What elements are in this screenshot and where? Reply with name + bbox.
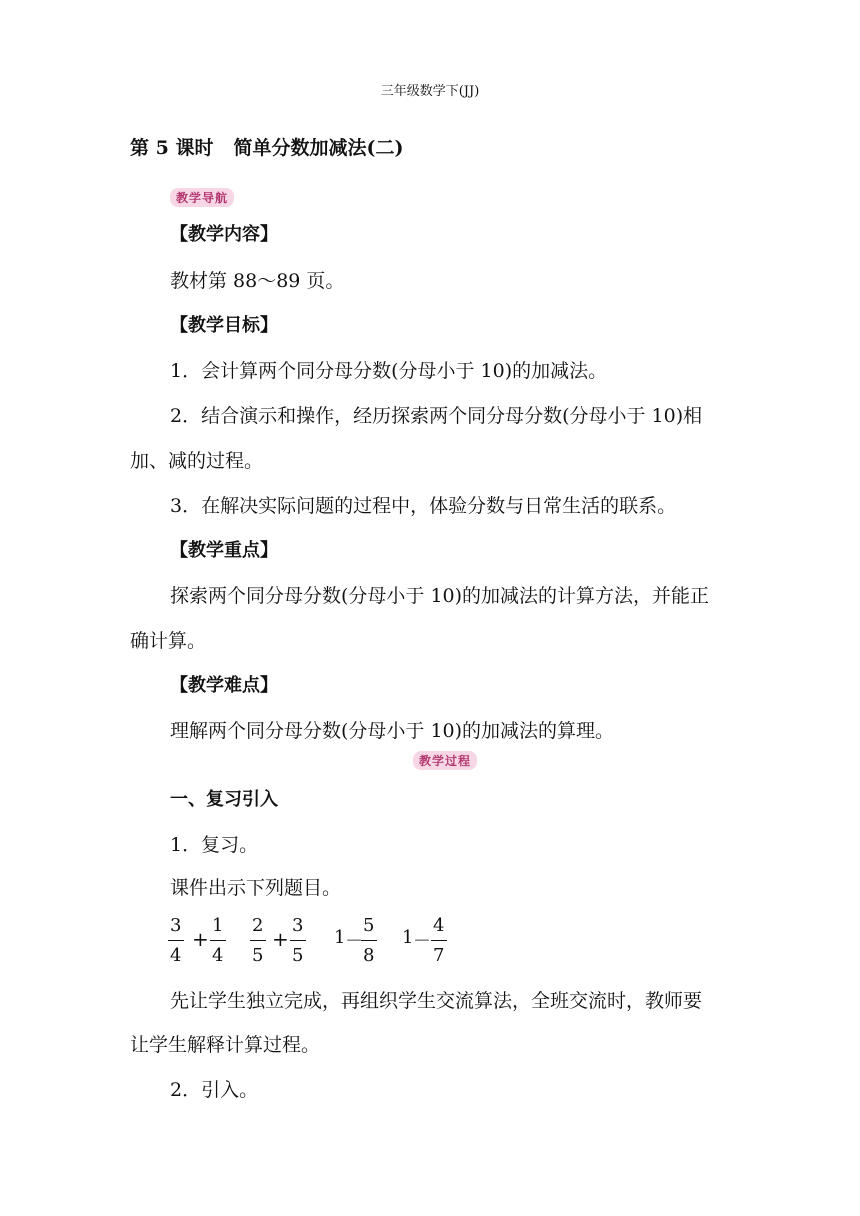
lesson-title — [130, 133, 403, 160]
content-heading: 【教学内容】 — [170, 224, 278, 245]
exercise-row: 3 4 + 1 4 2 5 + 3 5 1 － 5 8 1 － 4 7 — [170, 915, 490, 970]
content-text: 教材第 88～89 页。 — [170, 270, 345, 292]
integer: 1 — [334, 927, 346, 948]
key-heading: 【教学重点】 — [170, 540, 278, 561]
goal-2-line-1: 2．结合演示和操作，经历探索两个同分母分数(分母小于 10)相 — [170, 405, 703, 427]
minus-sign: － — [345, 931, 363, 952]
plus-sign: + — [192, 927, 209, 951]
integer: 1 — [402, 927, 414, 948]
goal-2-line-2: 加、减的过程。 — [130, 450, 264, 472]
intro-item: 2．引入。 — [170, 1079, 259, 1101]
goal-3: 3．在解决实际问题的过程中，体验分数与日常生活的联系。 — [170, 495, 677, 517]
teaching-process-badge: 教学过程 — [413, 751, 477, 770]
key-line-1: 探索两个同分母分数(分母小于 10)的加减法的计算方法，并能正 — [170, 585, 710, 607]
part-1-heading: 一、复习引入 — [170, 789, 278, 810]
after-line-1: 先让学生独立完成，再组织学生交流算法，全班交流时，教师要 — [170, 990, 703, 1012]
goal-1: 1．会计算两个同分母分数(分母小于 10)的加减法。 — [170, 360, 608, 382]
plus-sign: + — [272, 927, 289, 951]
running-header: 三年级数学下(JJ) — [380, 84, 480, 99]
key-line-2: 确计算。 — [130, 630, 207, 652]
teaching-guide-badge: 教学导航 — [170, 188, 234, 207]
difficult-heading: 【教学难点】 — [170, 675, 278, 696]
lesson-number: 第 5 课时 — [130, 137, 214, 159]
lesson-name: 简单分数加减法(二) — [233, 137, 404, 159]
difficult-text: 理解两个同分母分数(分母小于 10)的加减法的算理。 — [170, 720, 615, 742]
minus-sign: － — [413, 931, 431, 952]
goals-heading: 【教学目标】 — [170, 315, 278, 336]
show-problems-text: 课件出示下列题目。 — [170, 877, 342, 899]
review-item: 1．复习。 — [170, 834, 259, 856]
after-line-2: 让学生解释计算过程。 — [130, 1034, 321, 1056]
